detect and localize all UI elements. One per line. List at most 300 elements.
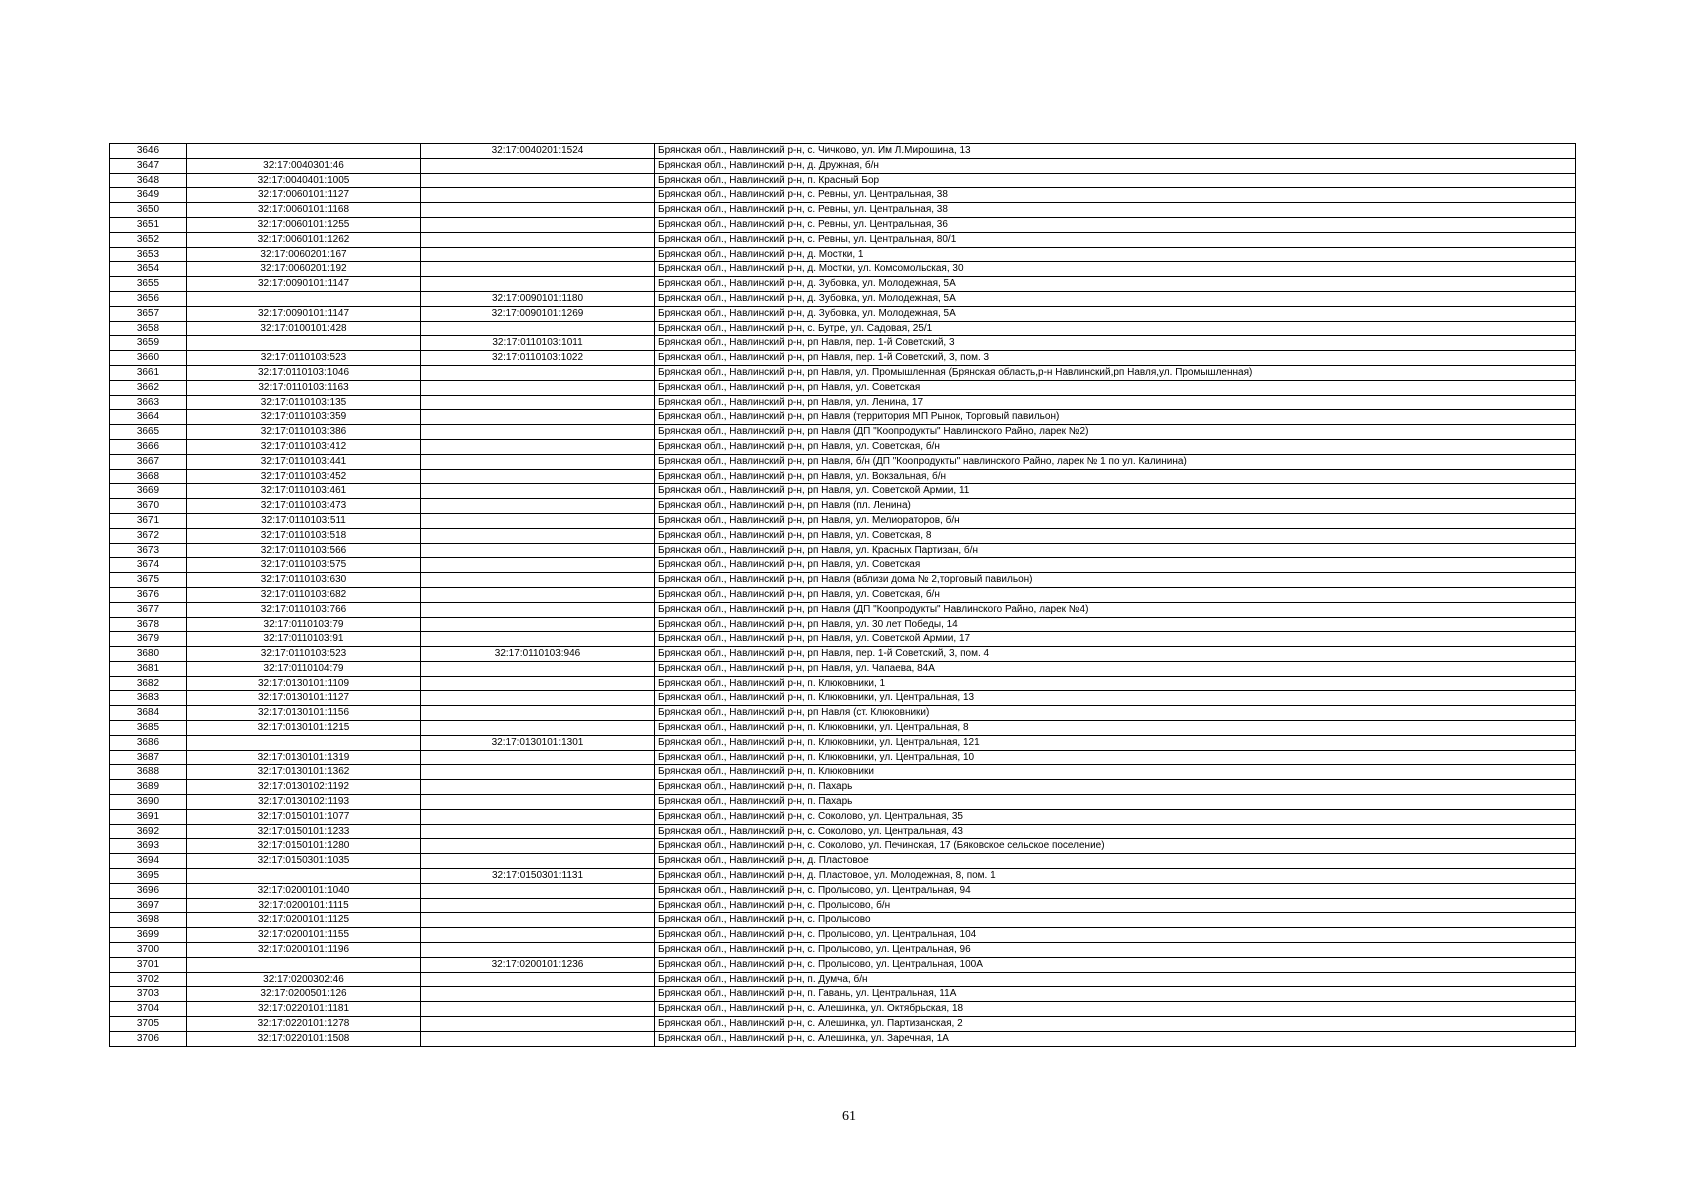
address-cell: Брянская обл., Навлинский р-н, п. Думча, б/н [655, 972, 1576, 987]
cadastral-number-cell: 32:17:0130101:1215 [187, 721, 421, 736]
cadastral-number-cell: 32:17:0110103:386 [187, 425, 421, 440]
address-cell: Брянская обл., Навлинский р-н, п. Клюковники, 1 [655, 676, 1576, 691]
table-row [110, 587, 1576, 602]
related-cadastral-number-cell [421, 173, 655, 188]
cadastral-number-cell: 32:17:0110103:91 [187, 632, 421, 647]
address-cell: Брянская обл., Навлинский р-н, с. Соколово, ул. Печинская, 17 (Бяковское сельское поселение) [655, 839, 1576, 854]
cadastral-number-cell: 32:17:0110103:1163 [187, 380, 421, 395]
cadastral-number-cell: 32:17:0060101:1255 [187, 217, 421, 232]
related-cadastral-number-cell: 32:17:0110103:946 [421, 647, 655, 662]
row-number-cell: 3676 [110, 587, 187, 602]
row-number-cell: 3666 [110, 439, 187, 454]
cadastral-number-cell: 32:17:0110103:682 [187, 587, 421, 602]
table-row [110, 336, 1576, 351]
row-number-cell: 3659 [110, 336, 187, 351]
table-row [110, 632, 1576, 647]
table-row [110, 883, 1576, 898]
cadastral-number-cell: 32:17:0110103:135 [187, 395, 421, 410]
table-row [110, 513, 1576, 528]
row-number-cell: 3690 [110, 795, 187, 810]
related-cadastral-number-cell [421, 602, 655, 617]
address-cell: Брянская обл., Навлинский р-н, рп Навля (ДП "Коопродукты" Навлинского Райно, ларек №2) [655, 425, 1576, 440]
row-number-cell: 3691 [110, 809, 187, 824]
address-cell: Брянская обл., Навлинский р-н, с. Алешинка, ул. Партизанская, 2 [655, 1017, 1576, 1032]
related-cadastral-number-cell [421, 587, 655, 602]
table-row [110, 765, 1576, 780]
row-number-cell: 3706 [110, 1031, 187, 1046]
address-cell: Брянская обл., Навлинский р-н, с. Пролысово, б/н [655, 898, 1576, 913]
row-number-cell: 3680 [110, 647, 187, 662]
address-cell: Брянская обл., Навлинский р-н, рп Навля, ул. Советская, 8 [655, 528, 1576, 543]
cadastral-number-cell: 32:17:0110103:511 [187, 513, 421, 528]
related-cadastral-number-cell [421, 691, 655, 706]
table-row [110, 277, 1576, 292]
related-cadastral-number-cell [421, 232, 655, 247]
table-row [110, 158, 1576, 173]
table-row [110, 691, 1576, 706]
related-cadastral-number-cell [421, 928, 655, 943]
row-number-cell: 3696 [110, 883, 187, 898]
address-cell: Брянская обл., Навлинский р-н, д. Зубовка, ул. Молодежная, 5А [655, 306, 1576, 321]
table-row [110, 721, 1576, 736]
related-cadastral-number-cell [421, 425, 655, 440]
table-row [110, 854, 1576, 869]
cadastral-number-cell: 32:17:0130101:1362 [187, 765, 421, 780]
address-cell: Брянская обл., Навлинский р-н, д. Зубовка, ул. Молодежная, 5А [655, 291, 1576, 306]
related-cadastral-number-cell [421, 809, 655, 824]
table-row [110, 321, 1576, 336]
row-number-cell: 3694 [110, 854, 187, 869]
row-number-cell: 3664 [110, 410, 187, 425]
cadastral-number-cell: 32:17:0150101:1233 [187, 824, 421, 839]
cadastral-number-cell: 32:17:0110103:766 [187, 602, 421, 617]
row-number-cell: 3703 [110, 987, 187, 1002]
cadastral-number-cell [187, 291, 421, 306]
cadastral-number-cell: 32:17:0150301:1035 [187, 854, 421, 869]
cadastral-number-cell: 32:17:0090101:1147 [187, 306, 421, 321]
related-cadastral-number-cell [421, 854, 655, 869]
table-row [110, 528, 1576, 543]
row-number-cell: 3689 [110, 780, 187, 795]
address-cell: Брянская обл., Навлинский р-н, рп Навля, ул. Ленина, 17 [655, 395, 1576, 410]
cadastral-number-cell: 32:17:0060201:167 [187, 247, 421, 262]
cadastral-number-cell: 32:17:0110103:1046 [187, 365, 421, 380]
row-number-cell: 3684 [110, 706, 187, 721]
related-cadastral-number-cell [421, 661, 655, 676]
address-cell: Брянская обл., Навлинский р-н, рп Навля, ул. Советской Армии, 17 [655, 632, 1576, 647]
related-cadastral-number-cell [421, 543, 655, 558]
address-cell: Брянская обл., Навлинский р-н, рп Навля, ул. Советская [655, 380, 1576, 395]
row-number-cell: 3683 [110, 691, 187, 706]
related-cadastral-number-cell [421, 321, 655, 336]
table-row [110, 558, 1576, 573]
table-row [110, 351, 1576, 366]
table-row [110, 676, 1576, 691]
cadastral-number-cell: 32:17:0090101:1147 [187, 277, 421, 292]
cadastral-number-cell: 32:17:0110103:441 [187, 454, 421, 469]
address-cell: Брянская обл., Навлинский р-н, рп Навля, ул. 30 лет Победы, 14 [655, 617, 1576, 632]
related-cadastral-number-cell [421, 558, 655, 573]
row-number-cell: 3652 [110, 232, 187, 247]
row-number-cell: 3673 [110, 543, 187, 558]
row-number-cell: 3662 [110, 380, 187, 395]
related-cadastral-number-cell [421, 484, 655, 499]
row-number-cell: 3681 [110, 661, 187, 676]
address-cell: Брянская обл., Навлинский р-н, рп Навля (вблизи дома № 2,торговый павильон) [655, 573, 1576, 588]
row-number-cell: 3705 [110, 1017, 187, 1032]
row-number-cell: 3650 [110, 203, 187, 218]
cadastral-number-cell: 32:17:0130102:1193 [187, 795, 421, 810]
cadastral-number-cell [187, 957, 421, 972]
related-cadastral-number-cell: 32:17:0200101:1236 [421, 957, 655, 972]
related-cadastral-number-cell [421, 676, 655, 691]
table-row [110, 913, 1576, 928]
table-row [110, 365, 1576, 380]
table-row [110, 306, 1576, 321]
table-body [110, 144, 1576, 1047]
cadastral-number-cell: 32:17:0110103:461 [187, 484, 421, 499]
address-cell: Брянская обл., Навлинский р-н, рп Навля (пл. Ленина) [655, 499, 1576, 514]
row-number-cell: 3665 [110, 425, 187, 440]
table-row [110, 661, 1576, 676]
address-cell: Брянская обл., Навлинский р-н, рп Навля (территория МП Рынок, Торговый павильон) [655, 410, 1576, 425]
cadastral-number-cell: 32:17:0110103:359 [187, 410, 421, 425]
address-cell: Брянская обл., Навлинский р-н, рп Навля, ул. Красных Партизан, б/н [655, 543, 1576, 558]
row-number-cell: 3677 [110, 602, 187, 617]
cadastral-table [109, 143, 1576, 1047]
related-cadastral-number-cell [421, 617, 655, 632]
row-number-cell: 3695 [110, 869, 187, 884]
cadastral-number-cell: 32:17:0200101:1115 [187, 898, 421, 913]
table-row [110, 780, 1576, 795]
related-cadastral-number-cell [421, 203, 655, 218]
row-number-cell: 3699 [110, 928, 187, 943]
cadastral-number-cell: 32:17:0200101:1040 [187, 883, 421, 898]
row-number-cell: 3700 [110, 943, 187, 958]
page-number: 61 [842, 1109, 856, 1124]
table-row [110, 928, 1576, 943]
row-number-cell: 3674 [110, 558, 187, 573]
table-row [110, 602, 1576, 617]
cadastral-number-cell: 32:17:0150101:1280 [187, 839, 421, 854]
table-row [110, 573, 1576, 588]
table-row [110, 987, 1576, 1002]
cadastral-number-cell: 32:17:0220101:1508 [187, 1031, 421, 1046]
cadastral-number-cell: 32:17:0110104:79 [187, 661, 421, 676]
address-cell: Брянская обл., Навлинский р-н, с. Пролысово, ул. Центральная, 96 [655, 943, 1576, 958]
row-number-cell: 3656 [110, 291, 187, 306]
address-cell: Брянская обл., Навлинский р-н, п. Пахарь [655, 780, 1576, 795]
row-number-cell: 3668 [110, 469, 187, 484]
cadastral-number-cell: 32:17:0150101:1077 [187, 809, 421, 824]
address-cell: Брянская обл., Навлинский р-н, д. Дружная, б/н [655, 158, 1576, 173]
address-cell: Брянская обл., Навлинский р-н, рп Навля, ул. Советской Армии, 11 [655, 484, 1576, 499]
address-cell: Брянская обл., Навлинский р-н, д. Мостки, 1 [655, 247, 1576, 262]
cadastral-number-cell: 32:17:0110103:566 [187, 543, 421, 558]
related-cadastral-number-cell [421, 1017, 655, 1032]
table-row [110, 484, 1576, 499]
row-number-cell: 3702 [110, 972, 187, 987]
related-cadastral-number-cell [421, 380, 655, 395]
cadastral-number-cell: 32:17:0130101:1127 [187, 691, 421, 706]
address-cell: Брянская обл., Навлинский р-н, рп Навля, б/н (ДП "Коопродукты" навлинского Райно, ларек № 1 по ул. Калинина) [655, 454, 1576, 469]
cadastral-number-cell: 32:17:0110103:452 [187, 469, 421, 484]
related-cadastral-number-cell [421, 513, 655, 528]
address-cell: Брянская обл., Навлинский р-н, рп Навля, ул. Вокзальная, б/н [655, 469, 1576, 484]
table-row [110, 499, 1576, 514]
related-cadastral-number-cell [421, 898, 655, 913]
related-cadastral-number-cell [421, 528, 655, 543]
row-number-cell: 3648 [110, 173, 187, 188]
related-cadastral-number-cell [421, 943, 655, 958]
address-cell: Брянская обл., Навлинский р-н, рп Навля, ул. Мелиораторов, б/н [655, 513, 1576, 528]
related-cadastral-number-cell: 32:17:0090101:1180 [421, 291, 655, 306]
cadastral-number-cell [187, 336, 421, 351]
row-number-cell: 3682 [110, 676, 187, 691]
address-cell: Брянская обл., Навлинский р-н, рп Навля, ул. Советская, б/н [655, 439, 1576, 454]
address-cell: Брянская обл., Навлинский р-н, с. Бутре, ул. Садовая, 25/1 [655, 321, 1576, 336]
address-cell: Брянская обл., Навлинский р-н, рп Навля, ул. Промышленная (Брянская область,р-н Навлинский,рп Навля,ул. Промышленная) [655, 365, 1576, 380]
related-cadastral-number-cell [421, 706, 655, 721]
related-cadastral-number-cell [421, 824, 655, 839]
table-row [110, 247, 1576, 262]
table-row [110, 203, 1576, 218]
address-cell: Брянская обл., Навлинский р-н, с. Ревны, ул. Центральная, 38 [655, 203, 1576, 218]
related-cadastral-number-cell [421, 883, 655, 898]
row-number-cell: 3663 [110, 395, 187, 410]
row-number-cell: 3647 [110, 158, 187, 173]
table-row [110, 1017, 1576, 1032]
cadastral-number-cell: 32:17:0130101:1156 [187, 706, 421, 721]
address-cell: Брянская обл., Навлинский р-н, рп Навля, пер. 1-й Советский, 3, пом. 4 [655, 647, 1576, 662]
address-cell: Брянская обл., Навлинский р-н, п. Клюковники [655, 765, 1576, 780]
table-row [110, 750, 1576, 765]
table-row [110, 454, 1576, 469]
row-number-cell: 3649 [110, 188, 187, 203]
address-cell: Брянская обл., Навлинский р-н, с. Ревны, ул. Центральная, 36 [655, 217, 1576, 232]
cadastral-number-cell: 32:17:0110103:523 [187, 351, 421, 366]
row-number-cell: 3651 [110, 217, 187, 232]
address-cell: Брянская обл., Навлинский р-н, с. Алешинка, ул. Заречная, 1А [655, 1031, 1576, 1046]
row-number-cell: 3667 [110, 454, 187, 469]
related-cadastral-number-cell [421, 972, 655, 987]
cadastral-number-cell: 32:17:0200101:1125 [187, 913, 421, 928]
row-number-cell: 3672 [110, 528, 187, 543]
row-number-cell: 3697 [110, 898, 187, 913]
cadastral-number-cell: 32:17:0040301:46 [187, 158, 421, 173]
cadastral-number-cell: 32:17:0110103:412 [187, 439, 421, 454]
table-row [110, 809, 1576, 824]
cadastral-number-cell: 32:17:0130101:1319 [187, 750, 421, 765]
address-cell: Брянская обл., Навлинский р-н, рп Навля, ул. Советская [655, 558, 1576, 573]
related-cadastral-number-cell [421, 395, 655, 410]
row-number-cell: 3660 [110, 351, 187, 366]
table-row [110, 173, 1576, 188]
cadastral-number-cell: 32:17:0060101:1262 [187, 232, 421, 247]
related-cadastral-number-cell [421, 839, 655, 854]
table-row [110, 188, 1576, 203]
row-number-cell: 3678 [110, 617, 187, 632]
table-row [110, 617, 1576, 632]
table-row [110, 1002, 1576, 1017]
address-cell: Брянская обл., Навлинский р-н, д. Мостки, ул. Комсомольская, 30 [655, 262, 1576, 277]
address-cell: Брянская обл., Навлинский р-н, п. Гавань, ул. Центральная, 11А [655, 987, 1576, 1002]
address-cell: Брянская обл., Навлинский р-н, рп Навля, ул. Чапаева, 84А [655, 661, 1576, 676]
table-row [110, 795, 1576, 810]
table-row [110, 439, 1576, 454]
row-number-cell: 3669 [110, 484, 187, 499]
related-cadastral-number-cell [421, 247, 655, 262]
address-cell: Брянская обл., Навлинский р-н, д. Пластовое, ул. Молодежная, 8, пом. 1 [655, 869, 1576, 884]
cadastral-number-cell: 32:17:0040401:1005 [187, 173, 421, 188]
related-cadastral-number-cell: 32:17:0150301:1131 [421, 869, 655, 884]
cadastral-number-cell: 32:17:0060101:1127 [187, 188, 421, 203]
address-cell: Брянская обл., Навлинский р-н, рп Навля, пер. 1-й Советский, 3 [655, 336, 1576, 351]
related-cadastral-number-cell [421, 750, 655, 765]
related-cadastral-number-cell [421, 262, 655, 277]
address-cell: Брянская обл., Навлинский р-н, с. Ревны, ул. Центральная, 80/1 [655, 232, 1576, 247]
cadastral-number-cell: 32:17:0110103:630 [187, 573, 421, 588]
cadastral-number-cell: 32:17:0100101:428 [187, 321, 421, 336]
cadastral-number-cell: 32:17:0110103:523 [187, 647, 421, 662]
address-cell: Брянская обл., Навлинский р-н, рп Навля, пер. 1-й Советский, 3, пом. 3 [655, 351, 1576, 366]
row-number-cell: 3653 [110, 247, 187, 262]
related-cadastral-number-cell: 32:17:0090101:1269 [421, 306, 655, 321]
row-number-cell: 3646 [110, 144, 187, 159]
table-row [110, 291, 1576, 306]
address-cell: Брянская обл., Навлинский р-н, д. Зубовка, ул. Молодежная, 5А [655, 277, 1576, 292]
table-row [110, 869, 1576, 884]
address-cell: Брянская обл., Навлинский р-н, с. Пролысово [655, 913, 1576, 928]
table-row [110, 647, 1576, 662]
row-number-cell: 3670 [110, 499, 187, 514]
related-cadastral-number-cell [421, 573, 655, 588]
address-cell: Брянская обл., Навлинский р-н, с. Соколово, ул. Центральная, 43 [655, 824, 1576, 839]
address-cell: Брянская обл., Навлинский р-н, с. Алешинка, ул. Октябрьская, 18 [655, 1002, 1576, 1017]
related-cadastral-number-cell: 32:17:0040201:1524 [421, 144, 655, 159]
address-cell: Брянская обл., Навлинский р-н, рп Навля (ДП "Коопродукты" Навлинского Райно, ларек №4) [655, 602, 1576, 617]
related-cadastral-number-cell [421, 913, 655, 928]
address-cell: Брянская обл., Навлинский р-н, п. Пахарь [655, 795, 1576, 810]
row-number-cell: 3687 [110, 750, 187, 765]
table-row [110, 425, 1576, 440]
table-row [110, 1031, 1576, 1046]
related-cadastral-number-cell [421, 277, 655, 292]
cadastral-number-cell [187, 144, 421, 159]
row-number-cell: 3655 [110, 277, 187, 292]
cadastral-number-cell: 32:17:0110103:473 [187, 499, 421, 514]
cadastral-number-cell: 32:17:0200101:1196 [187, 943, 421, 958]
row-number-cell: 3654 [110, 262, 187, 277]
table-row [110, 972, 1576, 987]
table-row [110, 839, 1576, 854]
cadastral-number-cell: 32:17:0110103:79 [187, 617, 421, 632]
cadastral-number-cell: 32:17:0200101:1155 [187, 928, 421, 943]
related-cadastral-number-cell [421, 795, 655, 810]
address-cell: Брянская обл., Навлинский р-н, д. Пластовое [655, 854, 1576, 869]
table-row [110, 898, 1576, 913]
row-number-cell: 3686 [110, 735, 187, 750]
row-number-cell: 3675 [110, 573, 187, 588]
row-number-cell: 3661 [110, 365, 187, 380]
table-row [110, 706, 1576, 721]
cadastral-number-cell: 32:17:0220101:1181 [187, 1002, 421, 1017]
related-cadastral-number-cell [421, 188, 655, 203]
table-row [110, 957, 1576, 972]
related-cadastral-number-cell: 32:17:0110103:1022 [421, 351, 655, 366]
related-cadastral-number-cell [421, 217, 655, 232]
row-number-cell: 3657 [110, 306, 187, 321]
row-number-cell: 3658 [110, 321, 187, 336]
row-number-cell: 3671 [110, 513, 187, 528]
row-number-cell: 3693 [110, 839, 187, 854]
address-cell: Брянская обл., Навлинский р-н, с. Пролысово, ул. Центральная, 104 [655, 928, 1576, 943]
related-cadastral-number-cell [421, 721, 655, 736]
address-cell: Брянская обл., Навлинский р-н, с. Чичково, ул. Им Л.Мирошина, 13 [655, 144, 1576, 159]
row-number-cell: 3688 [110, 765, 187, 780]
row-number-cell: 3698 [110, 913, 187, 928]
cadastral-number-cell: 32:17:0200501:126 [187, 987, 421, 1002]
cadastral-number-cell: 32:17:0110103:518 [187, 528, 421, 543]
cadastral-number-cell: 32:17:0060201:192 [187, 262, 421, 277]
related-cadastral-number-cell [421, 365, 655, 380]
address-cell: Брянская обл., Навлинский р-н, рп Навля (ст. Клюковники) [655, 706, 1576, 721]
table-row [110, 943, 1576, 958]
table-row [110, 262, 1576, 277]
related-cadastral-number-cell [421, 469, 655, 484]
table-row [110, 144, 1576, 159]
row-number-cell: 3692 [110, 824, 187, 839]
cadastral-number-cell [187, 735, 421, 750]
address-cell: Брянская обл., Навлинский р-н, п. Клюковники, ул. Центральная, 8 [655, 721, 1576, 736]
row-number-cell: 3679 [110, 632, 187, 647]
address-cell: Брянская обл., Навлинский р-н, п. Клюковники, ул. Центральная, 121 [655, 735, 1576, 750]
related-cadastral-number-cell [421, 158, 655, 173]
related-cadastral-number-cell [421, 1031, 655, 1046]
related-cadastral-number-cell [421, 1002, 655, 1017]
table-row [110, 735, 1576, 750]
address-cell: Брянская обл., Навлинский р-н, рп Навля, ул. Советская, б/н [655, 587, 1576, 602]
address-cell: Брянская обл., Навлинский р-н, п. Клюковники, ул. Центральная, 13 [655, 691, 1576, 706]
table-row [110, 380, 1576, 395]
table-row [110, 217, 1576, 232]
address-cell: Брянская обл., Навлинский р-н, с. Ревны, ул. Центральная, 38 [655, 188, 1576, 203]
related-cadastral-number-cell: 32:17:0130101:1301 [421, 735, 655, 750]
related-cadastral-number-cell [421, 439, 655, 454]
cadastral-number-cell: 32:17:0130101:1109 [187, 676, 421, 691]
row-number-cell: 3685 [110, 721, 187, 736]
related-cadastral-number-cell [421, 454, 655, 469]
related-cadastral-number-cell: 32:17:0110103:1011 [421, 336, 655, 351]
address-cell: Брянская обл., Навлинский р-н, п. Красный Бор [655, 173, 1576, 188]
address-cell: Брянская обл., Навлинский р-н, с. Пролысово, ул. Центральная, 100А [655, 957, 1576, 972]
row-number-cell: 3701 [110, 957, 187, 972]
related-cadastral-number-cell [421, 410, 655, 425]
cadastral-number-cell: 32:17:0200302:46 [187, 972, 421, 987]
table-row [110, 232, 1576, 247]
address-cell: Брянская обл., Навлинский р-н, с. Соколово, ул. Центральная, 35 [655, 809, 1576, 824]
related-cadastral-number-cell [421, 780, 655, 795]
cadastral-number-cell: 32:17:0110103:575 [187, 558, 421, 573]
table-row [110, 824, 1576, 839]
address-cell: Брянская обл., Навлинский р-н, с. Пролысово, ул. Центральная, 94 [655, 883, 1576, 898]
table-row [110, 410, 1576, 425]
cadastral-number-cell [187, 869, 421, 884]
cadastral-number-cell: 32:17:0060101:1168 [187, 203, 421, 218]
table-row [110, 469, 1576, 484]
address-cell: Брянская обл., Навлинский р-н, п. Клюковники, ул. Центральная, 10 [655, 750, 1576, 765]
cadastral-number-cell: 32:17:0220101:1278 [187, 1017, 421, 1032]
